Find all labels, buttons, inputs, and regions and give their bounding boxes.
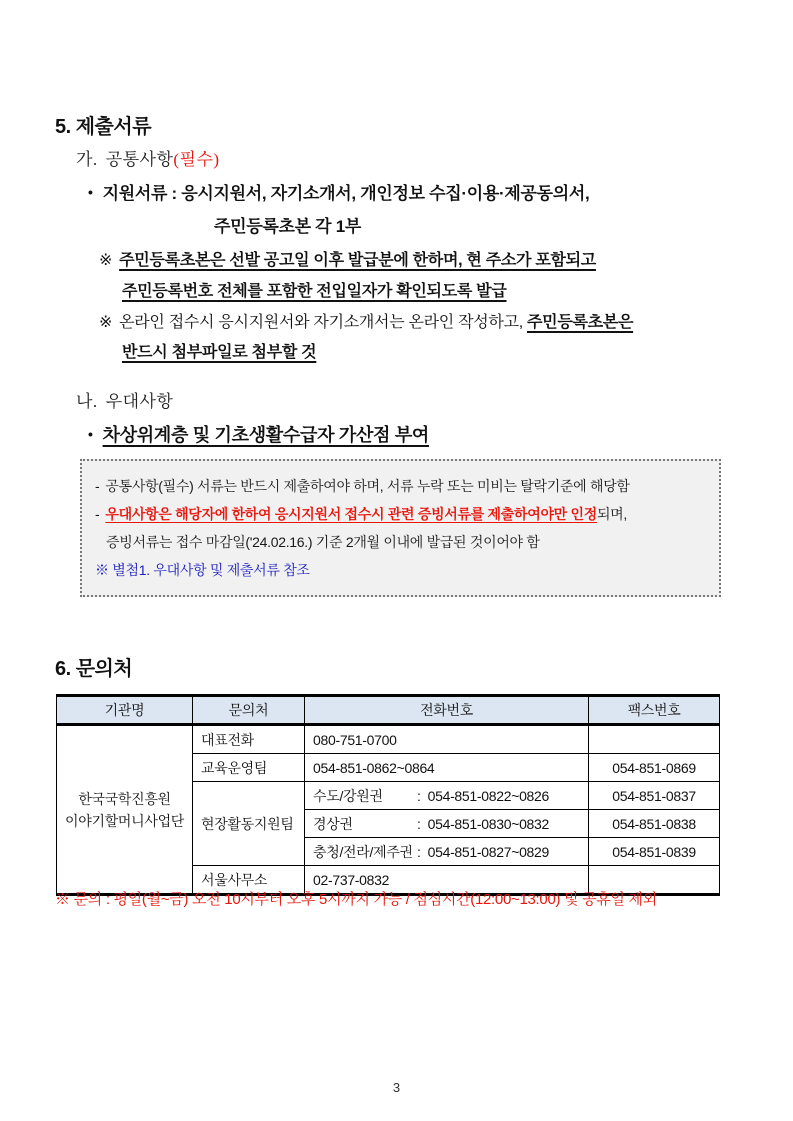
notice-line-4: ※ 별첨1. 우대사항 및 제출서류 참조 xyxy=(95,562,310,578)
ref-marker: ※ xyxy=(99,252,113,269)
note-online-prefix: 온라인 접수시 응시지원서와 자기소개서는 온라인 작성하고, xyxy=(119,314,528,331)
fax-cell: 054-851-0869 xyxy=(589,754,720,782)
note-online-line1 xyxy=(99,309,633,332)
dash-marker: - xyxy=(95,478,100,494)
sub-item-b-title: 우대사항 xyxy=(105,392,174,411)
phone-cell: 054-851-0862~0864 xyxy=(305,754,589,782)
phone-cell: 080-751-0700 xyxy=(305,725,589,754)
column-header-fax: 팩스번호 xyxy=(589,696,720,725)
notice-line-2 xyxy=(95,500,706,528)
region-label: 수도/강원권 xyxy=(313,787,383,804)
sub-item-b-label: 나. xyxy=(76,392,98,411)
dept-cell: 교육운영팀 xyxy=(193,754,305,782)
phone-number: 054-851-0822~0826 xyxy=(427,787,550,804)
bullet-icon: • xyxy=(88,426,93,442)
dept-cell: 대표전화 xyxy=(193,725,305,754)
region-label: 충청/전라/제주권 xyxy=(313,843,413,860)
colon-separator: : xyxy=(417,787,421,804)
bullet-documents-line2: 주민등록초본 각 1부 xyxy=(214,217,361,236)
ref-marker: ※ xyxy=(99,314,113,331)
fax-cell: 054-851-0837 xyxy=(589,782,720,810)
dash-marker: - xyxy=(95,506,100,522)
phone-cell xyxy=(305,838,589,866)
sub-item-b xyxy=(76,387,173,412)
contacts-table-wrapper xyxy=(56,694,720,896)
notice-line-3: 증빙서류는 접수 마감일('24.02.16.) 기준 2개월 이내에 발급된 것이어야 함 xyxy=(106,534,540,550)
org-name-line1: 한국국학진흥원 xyxy=(78,790,171,807)
section5-heading: 5. 제출서류 xyxy=(55,116,152,138)
sub-item-a-title: 공통사항 xyxy=(105,150,174,169)
sub-item-a xyxy=(76,145,220,170)
sub-item-a-required: (필수) xyxy=(173,150,220,169)
fax-cell: 054-851-0838 xyxy=(589,810,720,838)
contacts-table xyxy=(56,694,720,896)
sub-item-a-label: 가. xyxy=(76,150,98,169)
notice-line-2-suffix: 되며, xyxy=(596,506,627,522)
column-header-dept: 문의처 xyxy=(193,696,305,725)
phone-cell: 02-737-0832 xyxy=(305,866,589,895)
note-resident-copy-line1 xyxy=(99,247,596,270)
bullet-priority-text: 차상위계층 및 기초생활수급자 가산점 부여 xyxy=(102,425,429,445)
table-row xyxy=(57,725,720,754)
column-header-org: 기관명 xyxy=(57,696,193,725)
bullet-priority xyxy=(88,421,429,447)
phone-cell xyxy=(305,782,589,810)
org-name-line2: 이야기할머니사업단 xyxy=(65,812,185,829)
phone-cell xyxy=(305,810,589,838)
org-name-cell xyxy=(57,725,193,895)
page-number: 3 xyxy=(392,1080,401,1095)
fax-cell: 054-851-0839 xyxy=(589,838,720,866)
section6-heading: 6. 문의처 xyxy=(55,658,133,680)
note-resident-copy-text1: 주민등록초본은 선발 공고일 이후 발급분에 한하며, 현 주소가 포함되고 xyxy=(119,252,596,269)
colon-separator: : xyxy=(417,815,421,832)
note-online-line2 xyxy=(122,339,316,362)
dept-cell: 서울사무소 xyxy=(193,866,305,895)
note-online-strong: 주민등록초본은 xyxy=(527,314,634,331)
bullet-icon: • xyxy=(88,184,93,200)
bullet-documents-text: 지원서류 : 응시지원서, 자기소개서, 개인정보 수집·이용·제공동의서, xyxy=(102,184,590,203)
bullet-documents-line1 xyxy=(88,179,589,204)
fax-cell xyxy=(589,725,720,754)
notice-line-1-text: 공통사항(필수) 서류는 반드시 제출하여야 하며, 서류 누락 또는 미비는 탈락기준에 해당함 xyxy=(105,478,630,494)
notice-line-1 xyxy=(95,472,706,500)
region-label: 경상권 xyxy=(313,815,353,832)
phone-number: 054-851-0830~0832 xyxy=(427,815,550,832)
note-resident-copy-text2: 주민등록번호 전체를 포함한 전입일자가 확인되도록 발급 xyxy=(122,283,507,300)
colon-separator: : xyxy=(417,843,421,860)
phone-number: 054-851-0827~0829 xyxy=(427,843,550,860)
contact-hours-note: ※ 문의 : 평일(월~금) 오전 10시부터 오후 5시까지 가능 / 점심시간(12:00~13:00) 및 공휴일 제외 xyxy=(55,891,657,908)
column-header-phone: 전화번호 xyxy=(305,696,589,725)
notice-box xyxy=(80,459,721,597)
notice-line-2-red: 우대사항은 해당자에 한하여 응시지원서 접수시 관련 증빙서류를 제출하여야만 인정 xyxy=(105,506,597,522)
note-online-text2: 반드시 첨부파일로 첨부할 것 xyxy=(122,344,317,361)
note-resident-copy-line2 xyxy=(122,278,506,301)
dept-cell-field-team: 현장활동지원팀 xyxy=(193,782,305,866)
table-header-row xyxy=(57,696,720,725)
